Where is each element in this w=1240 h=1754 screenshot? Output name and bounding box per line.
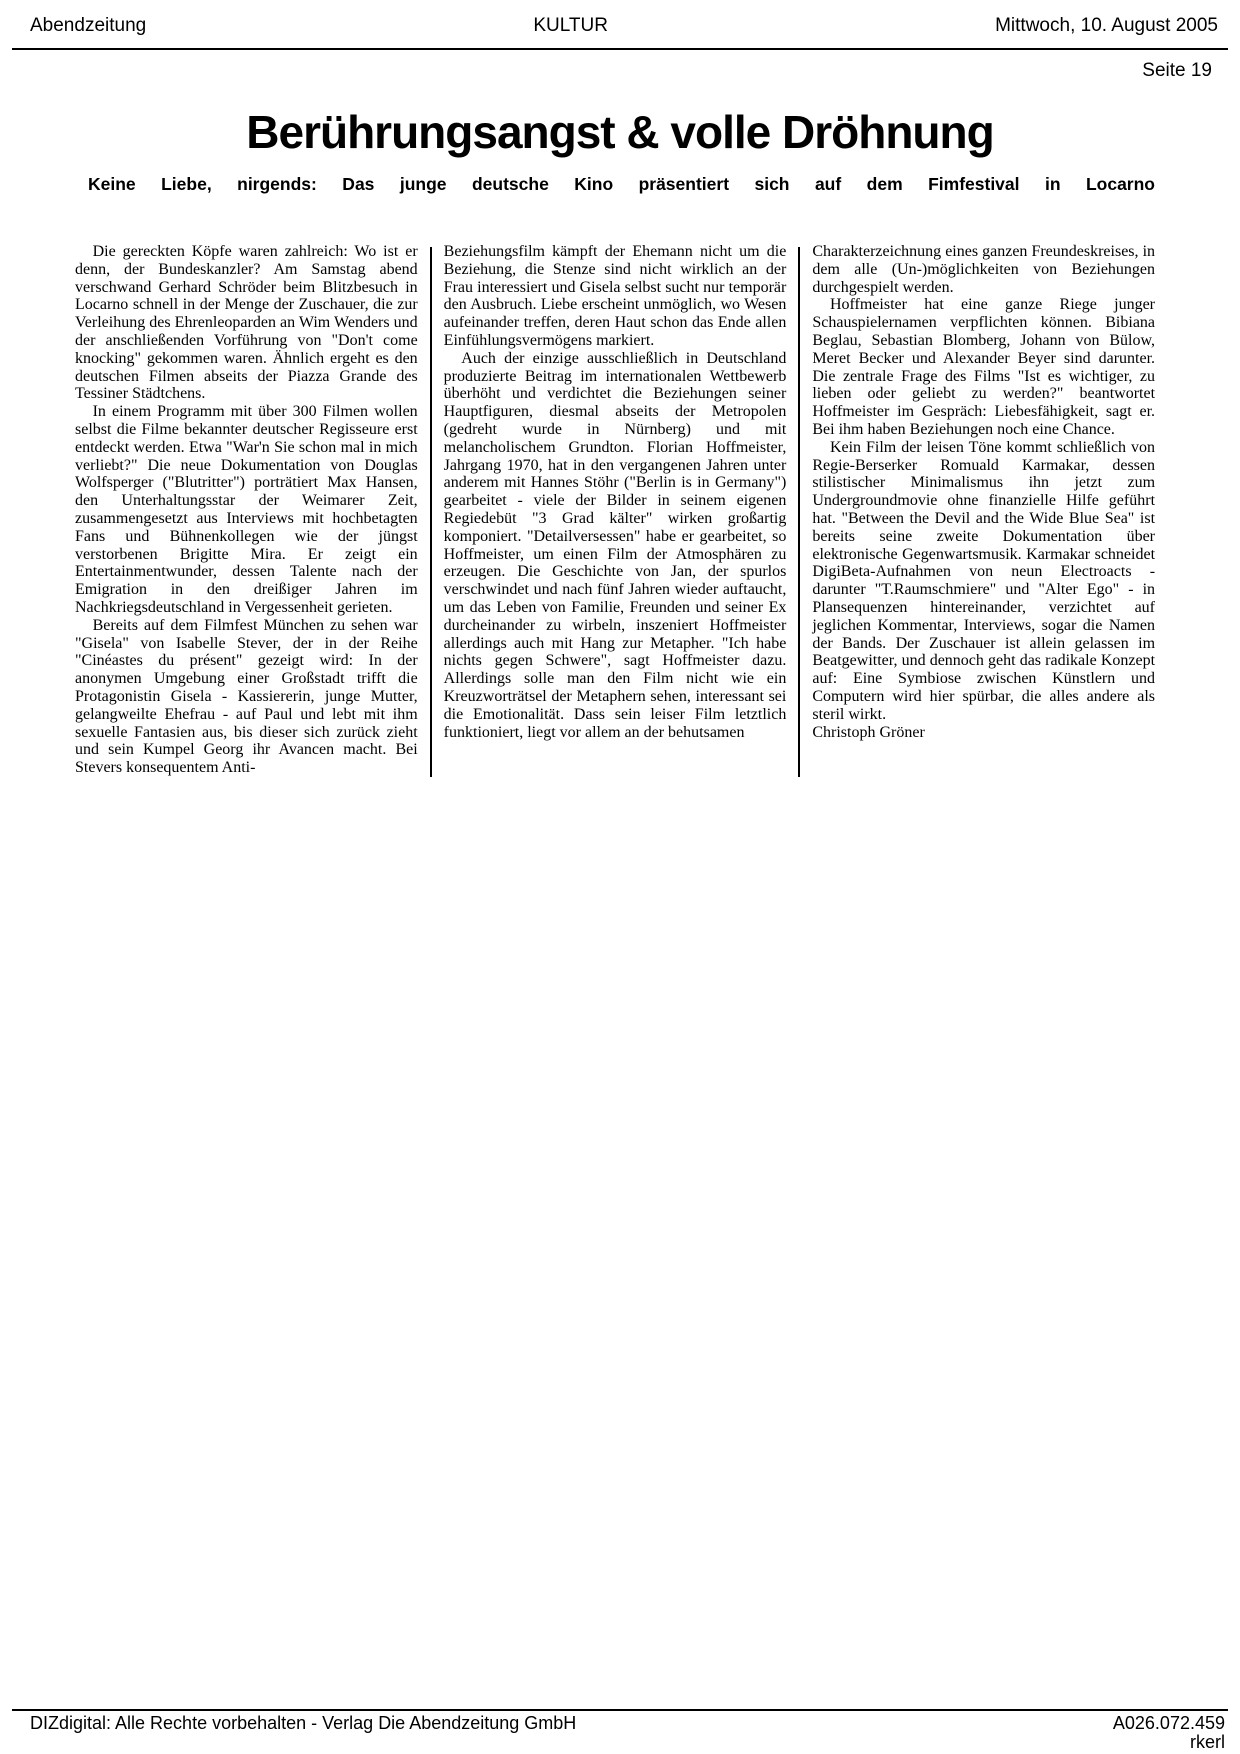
article-column-3 — [812, 243, 1155, 777]
article-columns — [75, 243, 1155, 777]
page-footer — [0, 1709, 1240, 1754]
page-number: Seite 19 — [1142, 60, 1212, 81]
article — [0, 106, 1240, 777]
article-paragraph: Auch der einzige ausschließlich in Deutschland produzierte Beitrag im internationalen Wettbewerb überhöht und verdichtet die Beziehungen seiner Hauptfiguren, diesmal abseits der Metropolen (gedreht wurde in Nürnberg) und mit melancholischem Grundton. Florian Hoffmeister, Jahrgang 1970, hat in den vergangenen Jahren unter anderem mit Hannes Stöhr ("Berlin is in Germany") gearbeitet - viele der Bilder in seinem eigenen Regiedebüt "3 Grad kälter" wirken großartig komponiert. "Detailversessen" habe er gearbeitet, so Hoffmeister, um einen Film der Atmosphären zu erzeugen. Die Geschichte von Jan, der spurlos verschwindet und nach fünf Jahren wieder auftaucht, um das Leben von Familie, Freunden und seiner Ex durcheinander zu wirbeln, inszeniert Hoffmeister allerdings auch mit Hang zur Metapher. "Ich habe nichts gegen Schwere", sagt Hoffmeister dazu. Allerdings solle man den Film nicht wie ein Kreuzworträtsel der Metaphern sehen, interessant sei die Emotionalität. Dass sein leiser Film letztlich funktioniert, liegt vor allem an der behutsamen — [443, 349, 787, 741]
article-title: Berührungsangst & volle Dröhnung — [246, 106, 994, 158]
author-byline: Christoph Gröner — [812, 723, 925, 741]
footer-row — [0, 1711, 1240, 1733]
footer-user: rkerl — [1190, 1732, 1225, 1752]
masthead — [0, 0, 1240, 38]
article-paragraph: In einem Programm mit über 300 Filmen wollen selbst die Filme bekannter deutscher Regisseure erst entdeckt werden. Etwa "War'n Sie schon mal in mich verliebt?" Die neue Dokumentation von Douglas Wolfsperger ("Blutritter") porträtiert Max Hansen, den Unterhaltungsstar der Weimarer Zeit, zusammengesetzt aus Interviews mit hochbetagten Fans und Bühnenkollegen wie der jüngst verstorbenen Brigitte Mira. Er zeigt ein Entertainmentwunder, dessen Talente nach der Emigration in den dreißiger Jahren im Nachkriegsdeutschland in Vergessenheit gerieten. — [75, 403, 418, 616]
article-paragraph: Beziehungsfilm kämpft der Ehemann nicht um die Beziehung, die Stenze sind nicht wirklich an der Frau interessiert und Gisela selbst sucht nur temporär den Ausbruch. Liebe erscheint unmöglich, wo Wesen aufeinander treffen, deren Haut schon das Ende allen Einfühlungsvermögens markiert. — [443, 243, 787, 349]
issue-date: Mittwoch, 10. August 2005 — [995, 15, 1218, 36]
article-paragraph: Charakterzeichnung eines ganzen Freundeskreises, in dem alle (Un-)möglichkeiten von Beziehungen durchgespielt werden. — [812, 243, 1156, 296]
article-paragraph: Bereits auf dem Filmfest München zu sehen war "Gisela" von Isabelle Stever, der in der Reihe "Cinéastes du présent" gezeigt wird: In der anonymen Umgebung einer Großstadt trifft die Protagonistin Gisela - Kassiererin, junge Mutter, gelangweilte Ehefrau - auf Paul und lebt mit ihm sexuelle Fantasien aus, bis dieser sich zurück zieht und sein Kumpel Georg ihr Avancen macht. Bei Stevers konsequentem Anti- — [75, 616, 418, 777]
article-paragraph: Hoffmeister hat eine ganze Riege junger Schauspielernamen verpflichten können. Bibiana Beglau, Sebastian Blomberg, Johann von Bülow, Meret Becker und Alexander Beyer sind darunter. Die zentrale Frage des Films "Ist es wichtiger, zu lieben oder geliebt zu werden?" beantwortet Hoffmeister im Gespräch: Liebesfähigkeit, sagt er. Bei ihm haben Beziehungen noch eine Chance. — [812, 296, 1156, 438]
article-subtitle: Keine Liebe, nirgends: Das junge deutsche Kino präsentiert sich auf dem Fimfestival in Locarno — [88, 174, 1155, 194]
article-column-1 — [75, 243, 418, 777]
section-title: KULTUR — [533, 15, 608, 36]
article-paragraph: Die gereckten Köpfe waren zahlreich: Wo ist er denn, der Bundeskanzler? Am Samstag abend verschwand Gerhard Schröder beim Blitzbesuch in Locarno schnell in der Menge der Zuschauer, die zur Verleihung des Ehrenleoparden an Wim Wenders und der anschließenden Vorführung von "Don't come knocking" gekommen waren. Ähnlich ergeht es den deutschen Filmen abseits der Piazza Grande des Tessiner Städtchens. — [75, 243, 418, 403]
column-divider — [430, 247, 432, 777]
masthead-rule — [12, 48, 1228, 50]
article-column-2 — [444, 243, 787, 777]
article-paragraph: Kein Film der leisen Töne kommt schließlich von Regie-Berserker Romuald Karmakar, dessen stilistischer Minimalismus ihn jetzt zum Undergroundmovie ohne finanzielle Hilfe geführt hat. "Between the Devil and the Wide Blue Sea" ist bereits seine zweite Dokumentation über elektronische Gegenwartsmusik. Karmakar schneidet DigiBeta-Aufnahmen von neun Electroacts - darunter "T.Raumschmiere" und "Alter Ego" - in Plansequenzen hintereinander, verzichtet auf jeglichen Kommentar, Interviews, sogar die Namen der Bands. Der Zuschauer ist allein gelassen im Beatgewitter, und dennoch geht das radikale Konzept auf: Eine Symbiose zwischen Künstlern und Computern wird hier spürbar, die alles andere als steril wirkt. — [812, 438, 1156, 723]
column-divider — [798, 247, 800, 777]
newspaper-name: Abendzeitung — [30, 15, 147, 36]
document-id: A026.072.459 — [1112, 1713, 1225, 1733]
copyright-notice: DIZdigital: Alle Rechte vorbehalten - Verlag Die Abendzeitung GmbH — [30, 1713, 577, 1733]
